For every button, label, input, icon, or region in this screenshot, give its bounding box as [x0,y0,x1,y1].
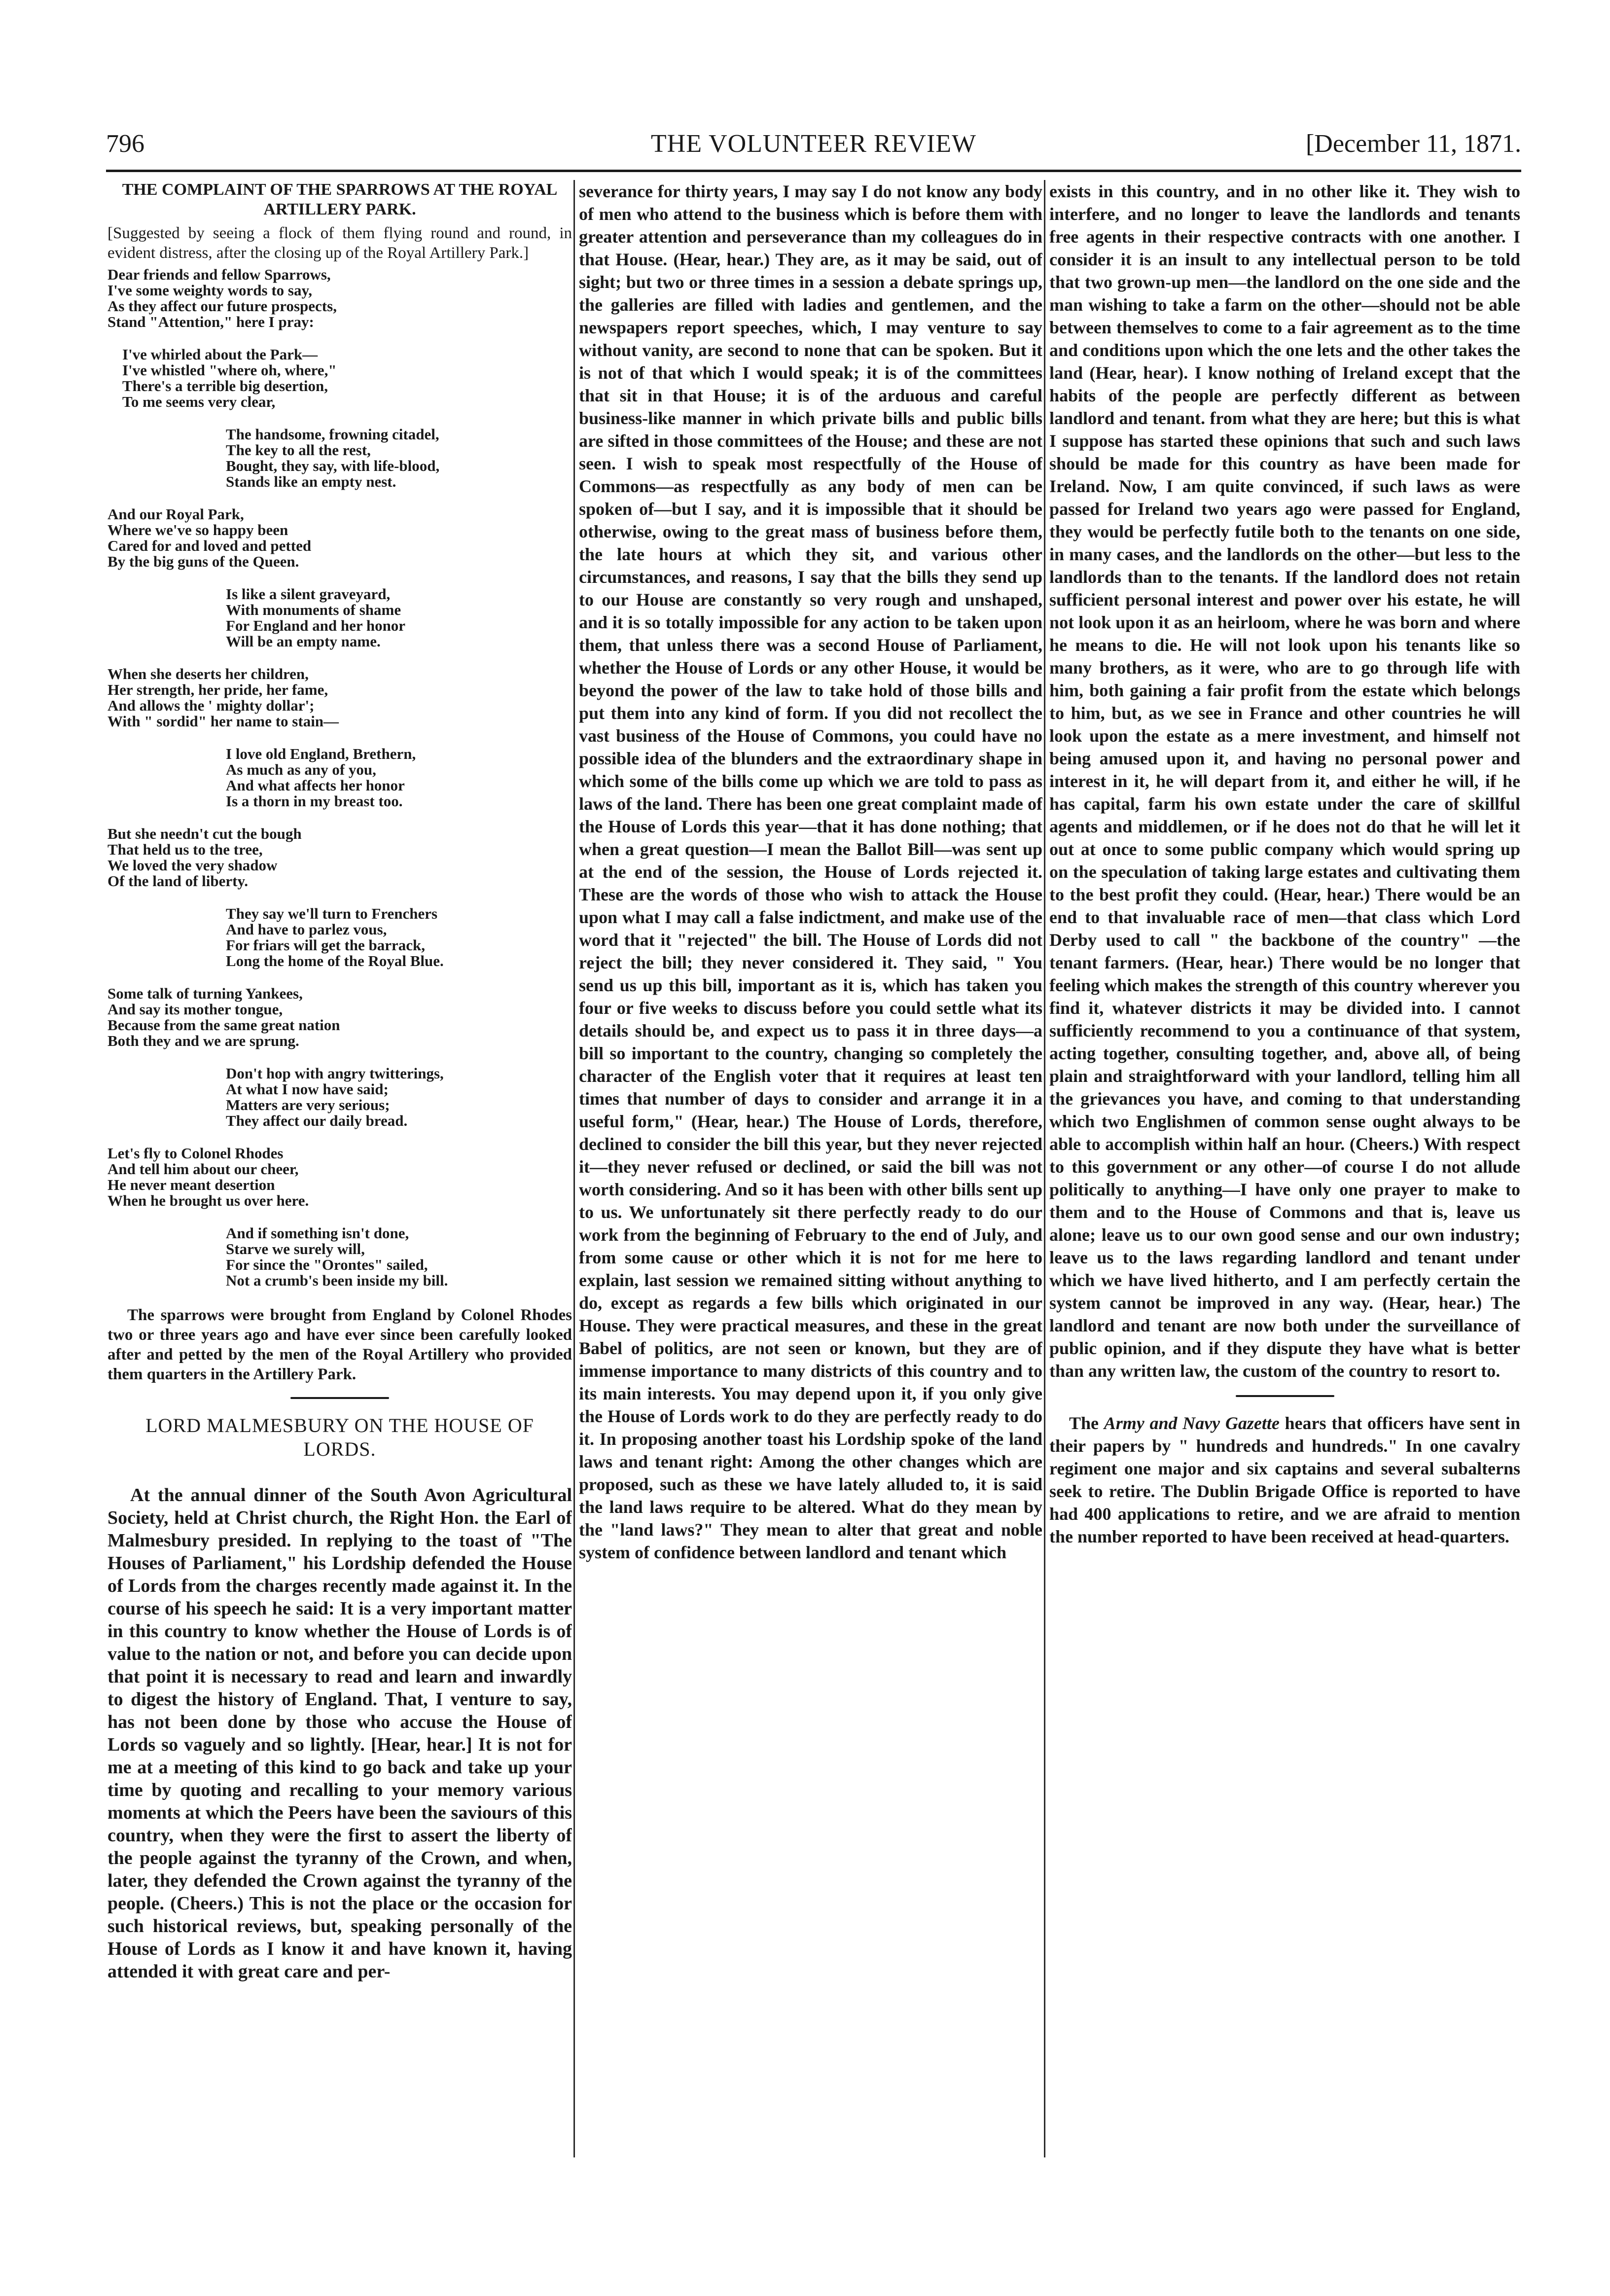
article-title: LORD MALMESBURY ON THE HOUSE OF LORDS. [145,1414,534,1460]
article-continuation: severance for thirty years, I may say I do not know any body of men who attend to the business which is before them with greater attention and perseverance than my colleagues do in that House. (Hear, hear.) They are, as it may be said, out of sight; but two or three times in a session a debate springs up, the galleries are filled with ladies and gentlemen, and the newspapers report speeches, which, I may venture to say without vanity, are second to none that can be spoken. But it is not of that which I would speak; it is of the committees that sit in that House; it is of the arduous and careful business-like manner in which private bills and public bills are sifted in those committees of the House; and these are not seen. I wish to speak most respectfully of the House of Commons—as respectfully as any body of men can be spoken of—but I say, and it is impossible that it should be otherwise, owing to the great mass of business before them, the late hours at which they sit, and various other circumstances, and reasons, I say that the bills they send up to our House are constantly so very rough and unshaped, and it is so totally impossible for any action to be taken upon them, that unless there was a second House of Parliament, whether the House of Lords or any other House, it would be beyond the power of the law to take hold of those bills and put them into any kind of form. If you did not recollect the vast business of the House of Commons, you could have no possible idea of the blunders and the extraordinary shape in which some of the bills come up which we are told to pass as laws of the land. There has been one great complaint made of the House of Lords this year—that it has done nothing; that when a great question—I mean the Ballot Bill—was sent up at the end of the session, the House of Lords rejected it. These are the words of those who wish to attack the House upon what I may call a false indictment, and make use of the word that it "rejected" the bill. The House of Lords did not reject the bill; they never considered it. They said, " You send us up this bill, important as it is, which has taken you four or five weeks to discuss before you could settle what its details should be, and expect us to pass it in three days—a bill so important to the country, changing so completely the character of the English voter that it requires at least ten times that number of days to consider and arrange it in a useful form," (Hear, hear.) The House of Lords, therefore, declined to consider the bill this year, but they never rejected it—they never refused or declined, or said the bill was not worth considering. And so it has been with other bills sent up to us. We unfortunately sit there perfectly ready to do our work from the beginning of February to the end of July, and from some cause or other which it is not for me here to explain, last session we remained sitting without anything to do, except as regards a few bills which originated in our House. They were practical measures, and these in the great Babel of politics, are not seen or known, but they are of immense importance to many districts of this country and to its main interests. You may depend upon it, if you only give the House of Lords work to do they are perfectly ready to do it. In proposing another toast his Lordship spoke of the land laws and tenant right: Among the other changes which are proposed, such as these we have lately alluded to, it is said the land laws require to be altered. What do they mean by the "land laws?" They mean to alter that great and noble system of confidence between landlord and tenant which [579,181,1042,1562]
issue-date: [December 11, 1871. [1305,130,1521,158]
section-divider [290,1397,389,1399]
section-divider [1236,1395,1334,1397]
column-3 [1049,180,1520,2157]
poem-stanza: I love old England, Brethern, As much as any of you, And what affects her honor Is a thorn in my breast too. [226,745,416,810]
column-1 [107,180,572,2157]
article-continuation: exists in this country, and in no other like it. They wish to interfere, and no longer to leave the landlords and tenants free agents in their respective contracts with one another. I consider it is an insult to any intellectual person to be told that two grown-up men—the landlord on the one side and the man wishing to take a farm on the other—should not be able between themselves to come to a fair agreement as to the time and conditions upon which the one lets and the other takes the land (Hear, hear). I know nothing of Ireland except that the habits of the people are perfectly different as between landlord and tenant. from what they are here; but this is what I suppose has started these opinions that such and such laws should be made for this country as have been made for Ireland. Now, I am quite convinced, if such laws as were passed for Ireland two years ago were passed for England, they would be perfectly futile both to the tenants on one side, in many cases, and the landlords on the other—but less to the landlords than to the tenants. If the landlord does not retain sufficient personal interest and power over his estate, he will not look upon it as an heirloom, where he was born and where he means to die. He will not look upon his tenants like so many brothers, as it were, who are to go through life with him, both gaining a fair profit from the estate which belongs to him, but, as we see in France and other countries he will look upon the estate as a mere investment, and himself not being amused upon it, and having no personal power and interest in it, he will depart from it, and either he will, if he has capital, farm his own estate under the care of skillful agents and middlemen, or if he does not do that he will let it out at once to some public company which would spring up on the speculation of taking large estates and cultivating them to the best profit they could. (Hear, hear.) There would be an end to that invaluable race of men—that class which Lord Derby used to call " the backbone of the country" —the tenant farmers. (Hear, hear.) There would be no longer that feeling which makes the strength of this country wherever you find it, whatever districts it may be divided into. I cannot sufficiently recommend to you a continuance of that system, acting together, consulting together, and, above all, of being plain and straightforward with your landlord, telling him all the grievances you have, and coming to that understanding which two Englishmen of common sense ought always to be able to accomplish within half an hour. (Cheers.) With respect to this government or any other—of course I do not allude politically to anything—I have only one prayer to make to them and to the House of Commons and that is, leave us alone; leave us to our own good sense and our own industry; leave us to the laws regarding landlord and tenant under which we have lived hitherto, and I am perfectly certain the system cannot be improved in any way. (Hear, hear.) The landlord and tenant are now both under the surveillance of public opinion, and if they dispute they have what is better than any written law, the custom of the country to resort to. [1049,181,1520,1381]
poem-stanza: Some talk of turning Yankees, And say its mother tongue, Because from the same great nation Both they and we are sprung. [107,985,340,1049]
poem-stanza: And our Royal Park, Where we've so happy been Cared for and loved and petted By the big guns of the Queen. [107,505,312,570]
news-item [1049,1412,1520,1548]
poem-footnote: The sparrows were brought from England by Colonel Rhodes two or three years ago and have ever since been carefully looked after and petted by the men of the Royal Artillery who provided them quarters in the Artillery Park. [107,1306,572,1383]
poem-stanza: Let's fly to Colonel Rhodes And tell him about our cheer, He never meant desertion When he brought us over here. [107,1145,309,1209]
column-2 [579,180,1042,2157]
page-header [106,129,1521,164]
poem-stanza: But she needn't cut the bough That held us to the tree, We loved the very shadow Of the land of liberty. [107,825,302,890]
poem-stanza: And if something isn't done, Starve we surely will, For since the "Orontes" sailed, Not a crumb's been inside my bill. [226,1224,448,1289]
poem-stanza: When she deserts her children, Her strength, her pride, her fame, And allows the ' mighty dollar'; With " sordid" her name to stain— [107,665,339,730]
news-item-text: hears that officers have sent in their papers by " hundreds and hundreds." In one cavalry regiment one major and six captains and several subalterns seek to retire. The Dublin Brigade Office is reported to have had 400 applications to retire, and we are afraid to mention the number reported to have been received at head-quarters. [1049,1413,1520,1546]
poem-title: THE COMPLAINT OF THE SPARROWS AT THE ROYAL ARTILLERY PARK. [122,180,558,218]
poem-stanza: Is like a silent graveyard, With monuments of shame For England and her honor Will be an empty name. [226,585,406,650]
page-number: 796 [106,130,144,158]
article-paragraph: At the annual dinner of the South Avon Agricultural Society, held at Christ church, the Right Hon. the Earl of Malmesbury presided. In replying to the toast of "The Houses of Parliament," his Lordship defended the House of Lords from the charges recently made against it. In the course of his speech he said: It is a very important matter in this country to know whether the House of Lords is of value to the nation or not, and before you can decide upon that point it is necessary to read and learn and inwardly to digest the history of England. That, I venture to say, has not been done by those who accuse the House of Lords so vaguely and so lightly. [Hear, hear.] It is not for me at a meeting of this kind to go back and take up your time by quoting and recalling to your memory various moments at which the Peers have been the saviours of this country, when they were the first to assert the liberty of the people against the tyranny of the Crown, and when, later, they defended the Crown against the tyranny of the people. (Cheers.) This is not the place or the occasion for such historical reviews, but, speaking personally of the House of Lords as I know it and have known it, having attended it with great care and per- [107,1485,572,1982]
poem-stanza: I've whirled about the Park— I've whistled "where oh, where," There's a terrible big desertion, To me seems very clear, [122,346,337,410]
poem-note: [Suggested by seeing a flock of them flying round and round, in evident distress, after the closing up of the Royal Artillery Park.] [107,224,572,262]
column-rule-2 [1044,180,1045,2157]
column-rule-1 [573,180,575,2157]
publication-title: THE VOLUNTEER REVIEW [650,130,977,158]
poem-stanza: Dear friends and fellow Sparrows, I've some weighty words to say, As they affect our future prospects, Stand "Attention," here I pray: [107,266,337,330]
publication-name: Army and Navy Gazette [1104,1413,1280,1433]
poem-stanza: The handsome, frowning citadel, The key to all the rest, Bought, they say, with life-blood, Stands like an empty nest. [226,426,440,490]
header-rule [106,170,1521,172]
news-item-lead: The [1069,1413,1099,1433]
poem-stanza: They say we'll turn to Frenchers And have to parlez vous, For friars will get the barrack, Long the home of the Royal Blue. [226,905,444,969]
poem-stanza: Don't hop with angry twitterings, At what I now have said; Matters are very serious; They affect our daily bread. [226,1065,444,1129]
